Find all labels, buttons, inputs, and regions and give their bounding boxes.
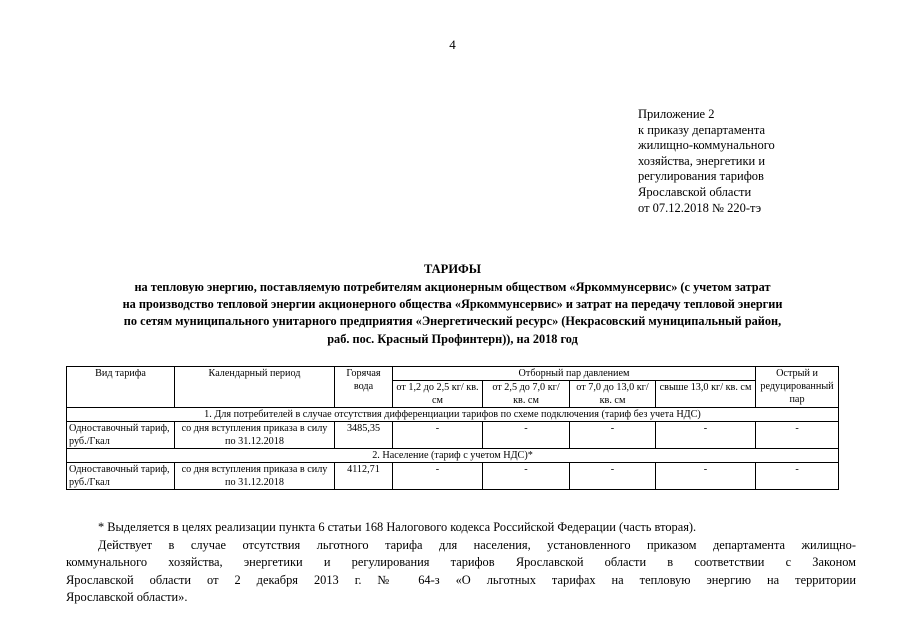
header-steam-2: от 2,5 до 7,0 кг/ кв. см bbox=[483, 381, 570, 408]
appendix-line: Ярославской области bbox=[638, 184, 752, 199]
table-row bbox=[67, 422, 839, 449]
document-subtitle bbox=[40, 279, 865, 348]
cell-hot-water: 3485,35 bbox=[335, 422, 393, 449]
header-steam: Отборный пар давлением bbox=[393, 367, 756, 381]
section-title: 2. Население (тариф с учетом НДС)* bbox=[67, 449, 839, 463]
cell-steam-1: - bbox=[393, 422, 483, 449]
header-steam-3: от 7,0 до 13,0 кг/ кв. см bbox=[570, 381, 656, 408]
document-title: ТАРИФЫ bbox=[423, 262, 482, 276]
cell-steam-2: - bbox=[483, 422, 570, 449]
appendix-block bbox=[638, 107, 888, 216]
cell-period: со дня вступления приказа в силу по 31.12.2018 bbox=[175, 463, 335, 490]
subtitle-line: по сетям муниципального унитарного предприятия «Энергетический ресурс» (Некрасовский муниципальный район, bbox=[123, 314, 782, 329]
header-hot-water: Горячая вода bbox=[335, 367, 393, 408]
appendix-line: к приказу департамента bbox=[638, 122, 766, 137]
header-period: Календарный период bbox=[175, 367, 335, 408]
cell-acute-steam: - bbox=[756, 463, 839, 490]
cell-steam-4: - bbox=[656, 422, 756, 449]
section-row bbox=[67, 408, 839, 422]
appendix-line: хозяйства, энергетики и bbox=[638, 153, 766, 168]
header-acute-steam: Острый и редуцированный пар bbox=[756, 367, 839, 408]
cell-steam-3: - bbox=[570, 422, 656, 449]
section-title: 1. Для потребителей в случае отсутствия дифференциации тарифов по схеме подключения (тариф без учета НДС) bbox=[67, 408, 839, 422]
cell-steam-2: - bbox=[483, 463, 570, 490]
page-number: 4 bbox=[449, 37, 456, 52]
cell-tariff-type: Одноставочный тариф, руб./Гкал bbox=[67, 463, 175, 490]
header-tariff-type: Вид тарифа bbox=[67, 367, 175, 408]
subtitle-line: на тепловую энергию, поставляемую потребителям акционерным обществом «Яркоммунсервис» (с учетом затрат bbox=[134, 280, 771, 294]
cell-acute-steam: - bbox=[756, 422, 839, 449]
table-row bbox=[67, 463, 839, 490]
cell-tariff-type: Одноставочный тариф, руб./Гкал bbox=[67, 422, 175, 449]
header-row bbox=[67, 367, 839, 381]
cell-steam-4: - bbox=[656, 463, 756, 490]
appendix-line: регулирования тарифов bbox=[638, 169, 764, 184]
header-steam-4: свыше 13,0 кг/ кв. см bbox=[656, 381, 756, 408]
header-steam-1: от 1,2 до 2,5 кг/ кв. см bbox=[393, 381, 483, 408]
note-line: Действует в случае отсутствия льготного тарифа для населения, установленного приказом департамента жилищно- bbox=[98, 537, 856, 552]
subtitle-line: раб. пос. Красный Профинтерн)), на 2018 год bbox=[327, 331, 578, 346]
cell-hot-water: 4112,71 bbox=[335, 463, 393, 490]
note-line: Ярославской области от 2 декабря 2013 г. № 64-з «О льготных тарифах на тепловую энергию на территории bbox=[66, 572, 856, 587]
cell-steam-1: - bbox=[393, 463, 483, 490]
footnote: * Выделяется в целях реализации пункта 6 статьи 168 Налогового кодекса Российской Федерации (часть вторая). bbox=[98, 520, 697, 534]
note-line: коммунального хозяйства, энергетики и регулирования тарифов Ярославской области в соответствии с Законом bbox=[66, 555, 856, 569]
subtitle-line: на производство тепловой энергии акционерного общества «Яркоммунсервис» и затрат на передачу тепловой энергии bbox=[122, 297, 783, 312]
appendix-line: жилищно-коммунального bbox=[638, 138, 775, 153]
section-row bbox=[67, 449, 839, 463]
appendix-line: от 07.12.2018 № 220-тэ bbox=[638, 200, 762, 215]
notes-block bbox=[66, 519, 856, 607]
note-line: Ярославской области». bbox=[66, 590, 188, 604]
appendix-line: Приложение 2 bbox=[638, 107, 715, 121]
tariff-table bbox=[66, 366, 839, 490]
cell-steam-3: - bbox=[570, 463, 656, 490]
cell-period: со дня вступления приказа в силу по 31.12.2018 bbox=[175, 422, 335, 449]
